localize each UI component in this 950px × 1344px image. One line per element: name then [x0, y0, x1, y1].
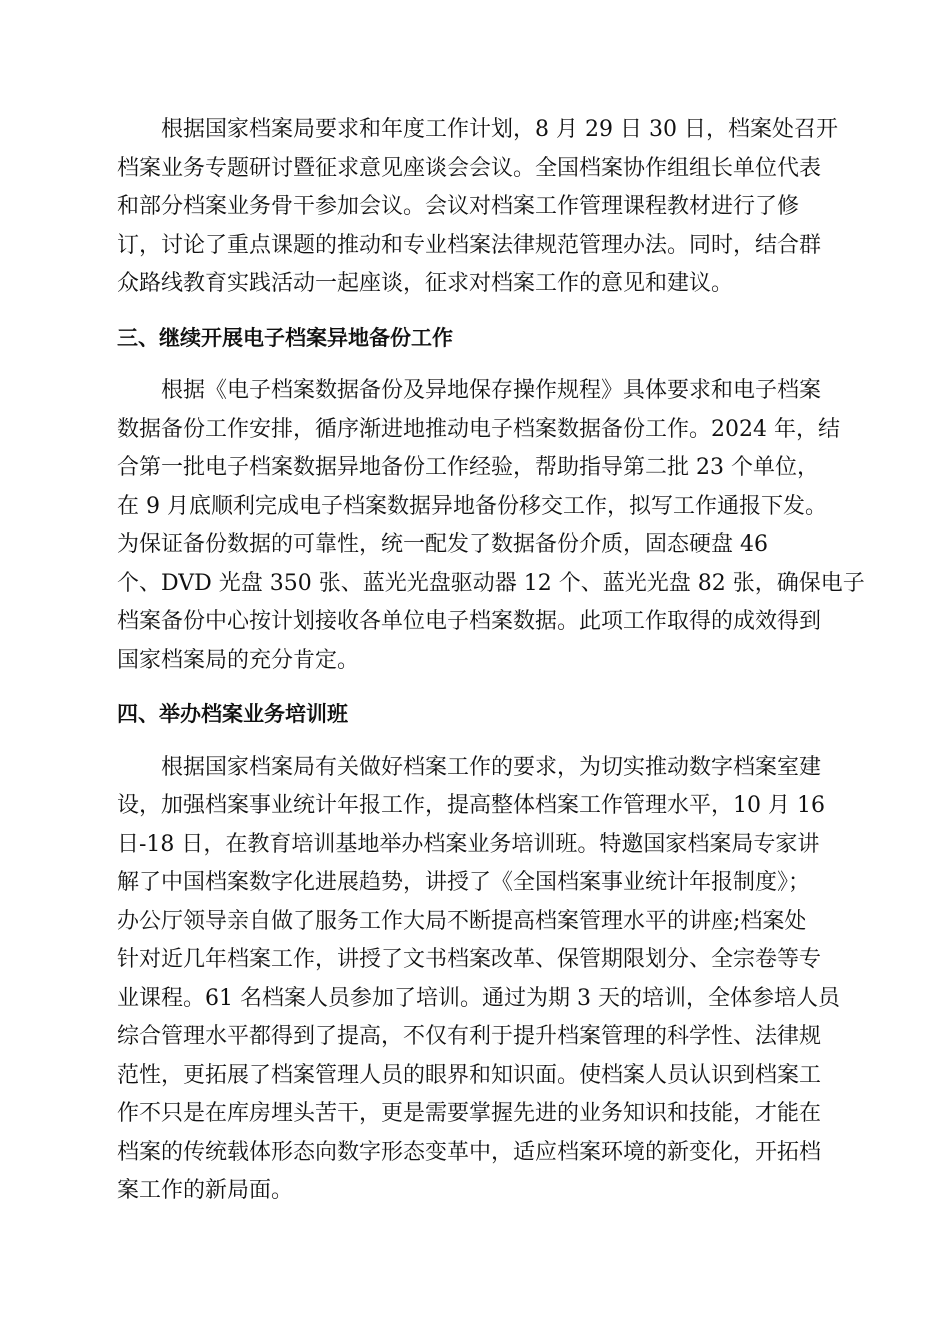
text-line: 合第一批电子档案数据异地备份工作经验，帮助指导第二批 23 个单位，: [117, 455, 819, 480]
text-line: 国家档案局的充分肯定。: [117, 647, 360, 673]
text-line: 办公厅领导亲自做了服务工作大局不断提高档案管理水平的讲座;档案处: [117, 908, 807, 934]
text-line: 综合管理水平都得到了提高，不仅有利于提升档案管理的科学性、法律规: [117, 1024, 822, 1049]
text-line: 日-18 日，在教育培训基地举办档案业务培训班。特邀国家档案局专家讲: [117, 831, 820, 857]
text-line: 众路线教育实践活动一起座谈，征求对档案工作的意见和建议。: [117, 271, 734, 296]
text-line: 为保证备份数据的可靠性，统一配发了数据备份介质，固态硬盘 46: [117, 532, 768, 557]
section-heading-backup: 三、继续开展电子档案异地备份工作: [117, 325, 453, 350]
text-line: 根据国家档案局要求和年度工作计划，8 月 29 日 30 日，档案处召开: [161, 117, 838, 142]
text-line: 档案的传统载体形态向数字形态变革中，适应档案环境的新变化，开拓档: [117, 1139, 822, 1165]
text-line: 在 9 月底顺利完成电子档案数据异地备份移交工作，拟写工作通报下发。: [117, 493, 827, 519]
text-line: 针对近几年档案工作，讲授了文书档案改革、保管期限划分、全宗卷等专: [117, 947, 822, 972]
section-heading-training: 四、举办档案业务培训班: [117, 702, 348, 726]
text-line: 和部分档案业务骨干参加会议。会议对档案工作管理课程教材进行了修: [117, 194, 800, 219]
text-line: 业课程。61 名档案人员参加了培训。通过为期 3 天的培训，全体参培人员: [117, 985, 840, 1011]
text-line: 根据《电子档案数据备份及异地保存操作规程》具体要求和电子档案: [161, 378, 822, 403]
text-line: 解了中国档案数字化进展趋势，讲授了《全国档案事业统计年报制度》；: [117, 870, 811, 895]
paragraph-backup: [117, 372, 865, 680]
text-line: 数据备份工作安排，循序渐进地推动电子档案数据备份工作。2024 年，结: [117, 416, 840, 442]
text-line: 档案备份中心按计划接收各单位电子档案数据。此项工作取得的成效得到: [117, 609, 822, 634]
text-line: 档案业务专题研讨暨征求意见座谈会会议。全国档案协作组组长单位代表: [117, 155, 822, 181]
text-line: 订，讨论了重点课题的推动和专业档案法律规范管理办法。同时，结合群: [117, 232, 822, 258]
text-line: 范性，更拓展了档案管理人员的眼界和知识面。使档案人员认识到档案工: [117, 1062, 822, 1088]
text-line: 个、DVD 光盘 350 张、蓝光光盘驱动器 12 个、蓝光光盘 82 张，确保电子: [117, 570, 865, 596]
paragraph-meeting: [117, 111, 838, 304]
text-line: 作不只是在库房埋头苦干，更是需要掌握先进的业务知识和技能，才能在: [117, 1101, 822, 1126]
text-line: 案工作的新局面。: [117, 1178, 294, 1203]
paragraph-training: [117, 749, 840, 1211]
text-line: 设，加强档案事业统计年报工作，提高整体档案工作管理水平，10 月 16: [117, 793, 825, 818]
text-line: 根据国家档案局有关做好档案工作的要求，为切实推动数字档案室建: [161, 754, 822, 780]
